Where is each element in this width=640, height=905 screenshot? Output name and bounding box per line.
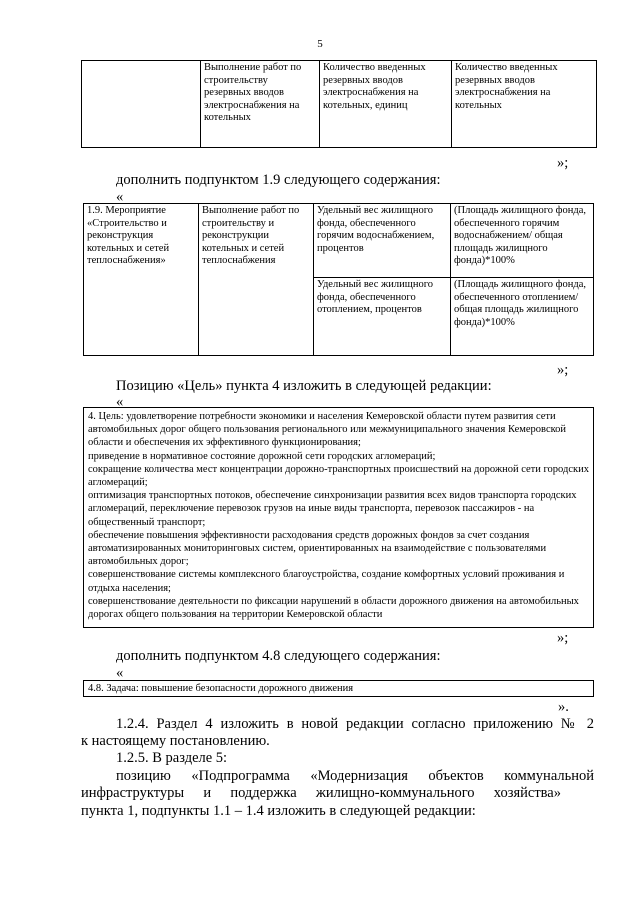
goal-paragraph: 4. Цель: удовлетворение потребности экономики и населения Кемеровской области путем развития сети автомобильных дорог общего пользования регионального или межмуниципального значения Кемеровской области и обеспечения их эффективного функционирования; <box>88 411 567 449</box>
closing-quote: »; <box>557 630 569 646</box>
paragraph-124-line: 1.2.4. Раздел 4 изложить в новой редакции согласно приложению № 2 <box>116 716 594 732</box>
opening-quote: « <box>116 394 124 410</box>
closing-quote: ». <box>558 699 569 715</box>
goal-paragraph: приведение в нормативное состояние дорожной сети городских агломераций; <box>88 450 436 462</box>
table-cell: Удельный вес жилищного фонда, обеспеченного отоплением, процентов <box>314 278 451 356</box>
paragraph-124-line: к настоящему постановлению. <box>81 733 270 749</box>
table-cell: 1.9. Мероприятие «Строительство и реконструкция котельных и сетей теплоснабжения» <box>84 204 199 356</box>
table-cell: Выполнение работ по строительству и реконструкции котельных и сетей теплоснабжения <box>199 204 314 356</box>
table-cell: Выполнение работ по строительству резервных вводов электроснабжения на котельных <box>201 61 320 148</box>
closing-quote: »; <box>557 362 569 378</box>
opening-quote: « <box>116 189 124 205</box>
table-row <box>84 681 594 697</box>
table-row <box>82 61 597 148</box>
position-line: позицию «Подпрограмма «Модернизация объектов коммунальной <box>116 768 594 784</box>
table-task-48 <box>83 680 594 697</box>
paragraph-125: 1.2.5. В разделе 5: <box>116 750 228 766</box>
table-cell: Количество введенных резервных вводов электроснабжения на котельных, единиц <box>320 61 452 148</box>
position-line: пункта 1, подпункты 1.1 – 1.4 изложить в следующей редакции: <box>81 803 476 819</box>
table-reserve-inputs <box>81 60 597 148</box>
table-cell <box>82 61 201 148</box>
goal-paragraph: сокращение количества мест концентрации дорожно-транспортных происшествий на дорожной сети городских агломераций; <box>88 463 589 489</box>
table-heating-measure <box>83 203 594 356</box>
table-cell: 4.8. Задача: повышение безопасности дорожного движения <box>84 681 594 697</box>
table-goal <box>83 407 594 628</box>
table-cell: Количество введенных резервных вводов электроснабжения на котельных <box>452 61 597 148</box>
goal-paragraph: обеспечение повышения эффективности расходования средств дорожных фондов за счет создания автоматизированных мониторинговых систем, ориентированных на взаимодействие с пользователями автомобильных дорог; <box>88 529 547 568</box>
opening-quote: « <box>116 665 124 681</box>
page-number: 5 <box>317 38 323 50</box>
goal-paragraph: оптимизация транспортных потоков, обеспечение синхронизации развития всех видов транспорта городских агломераций, переключение перевозок грузов на иные виды транспорта, перевозок пассажиров - на общественный транспорт; <box>88 490 577 528</box>
table-row <box>84 204 594 278</box>
table-cell: (Площадь жилищного фонда, обеспеченного горячим водоснабжением/ общая площадь жилищного фонда)*100% <box>451 204 594 278</box>
position-line: инфраструктуры и поддержка жилищно-коммунального хозяйства» <box>81 785 561 801</box>
closing-quote: »; <box>557 155 569 171</box>
instruction-text: дополнить подпунктом 4.8 следующего содержания: <box>116 648 441 664</box>
goal-paragraph: совершенствование системы комплексного благоустройства, создание комфортных условий проживания и отдыха населения; <box>88 569 565 594</box>
instruction-text: Позицию «Цель» пункта 4 изложить в следующей редакции: <box>116 378 492 394</box>
goal-cell <box>84 408 594 628</box>
goal-paragraph: совершенствование деятельности по фиксации нарушений в области дорожного движения на автомобильных дорогах общего пользования на территории Кемеровской области <box>88 595 579 621</box>
table-cell: Удельный вес жилищного фонда, обеспеченного горячим водоснабжением, процентов <box>314 204 451 278</box>
table-row <box>84 408 594 628</box>
instruction-text: дополнить подпунктом 1.9 следующего содержания: <box>116 172 441 188</box>
table-cell: (Площадь жилищного фонда, обеспеченного отоплением/ общая площадь жилищного фонда)*100% <box>451 278 594 356</box>
